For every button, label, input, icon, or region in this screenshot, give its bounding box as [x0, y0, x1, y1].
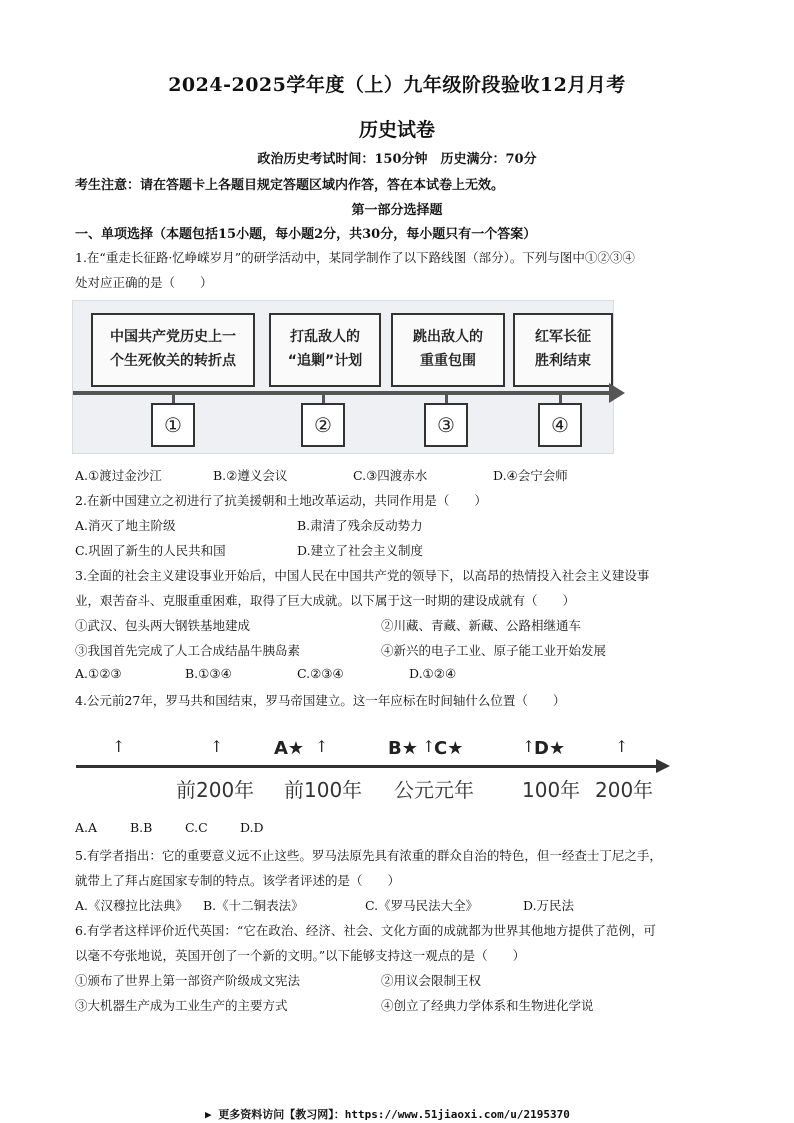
q1-stem-line: 1.在“重走长征路·忆峥嵘岁月”的研学活动中，某同学制作了以下路线图（部分）。下列与图中①②③④	[75, 250, 635, 265]
statement-item: ③大机器生产成为工业生产的主要方式	[75, 998, 288, 1013]
q5-options	[75, 896, 574, 914]
q2-stem-line: 2.在新中国建立之初进行了抗美援朝和土地改革运动，共同作用是（ ）	[75, 493, 487, 508]
timeline-tick: ↑	[422, 737, 436, 756]
q6-items	[75, 996, 594, 1014]
q6-items	[75, 971, 481, 989]
route-mark-1: ①	[151, 403, 195, 447]
option[interactable]: D.④会宁会师	[493, 468, 568, 483]
statement-item: ③我国首先完成了人工合成结晶牛胰岛素	[75, 643, 301, 658]
option[interactable]: C.《罗马民法大全》	[365, 898, 479, 913]
option[interactable]: A.①②③	[75, 666, 122, 681]
statement-item: ④创立了经典力学体系和生物进化学说	[381, 998, 594, 1013]
statement-item: ①武汉、包头两大钢铁基地建成	[75, 618, 251, 633]
route-stem	[172, 395, 175, 403]
route-mark-4: ④	[538, 403, 582, 447]
q2-options	[75, 516, 423, 534]
statement-item: ②用议会限制王权	[381, 973, 482, 988]
q4-stem-line: 4.公元前27年，罗马共和国结束，罗马帝国建立。这一年应标在时间轴什么位置（ ）	[75, 693, 566, 708]
q4-timeline-figure	[72, 724, 672, 814]
route-axis	[73, 391, 618, 395]
option[interactable]: A.①渡过金沙江	[75, 468, 162, 483]
q6-stem-line: 以毫不夸张地说，英国开创了一个新的文明。”以下能够支持这一观点的是（ ）	[75, 948, 526, 963]
route-box: 跳出敌人的 重重包围	[391, 313, 505, 387]
timeline-label: 公元元年	[394, 778, 474, 802]
q1-route-figure	[72, 300, 614, 454]
option[interactable]: D.D	[240, 820, 264, 835]
option[interactable]: A.《汉穆拉比法典》	[75, 898, 189, 913]
exam-info: 政治历史考试时间：150分钟 历史满分：70分	[257, 152, 537, 167]
q3-items	[75, 641, 606, 659]
q4-options	[75, 820, 264, 835]
route-box: 红军长征 胜利结束	[513, 313, 613, 387]
q5-stem-line: 就带上了拜占庭国家专制的特点。该学者评述的是（ ）	[75, 873, 401, 888]
route-stem	[445, 395, 448, 403]
route-arrowhead	[609, 383, 625, 403]
q3-items	[75, 616, 581, 634]
timeline-tick: ↑	[210, 737, 224, 756]
timeline-tick: ↑	[522, 737, 536, 756]
option[interactable]: A.A	[75, 820, 98, 835]
option[interactable]: C.巩固了新生的人民共和国	[75, 543, 226, 558]
option[interactable]: D.万民法	[523, 898, 575, 913]
route-mark-2: ②	[301, 403, 345, 447]
part-title: 第一部分选择题	[351, 203, 443, 218]
statement-item: ①颁布了世界上第一部资产阶级成文宪法	[75, 973, 301, 988]
route-stem	[322, 395, 325, 403]
option[interactable]: B.①③④	[185, 666, 232, 681]
q3-options	[75, 666, 456, 681]
option[interactable]: C.②③④	[297, 666, 344, 681]
timeline-label: 前200年	[176, 778, 255, 802]
timeline-tick: ↑	[615, 737, 629, 756]
option[interactable]: B.②遵义会议	[213, 468, 288, 483]
option[interactable]: A.消灭了地主阶级	[75, 518, 176, 533]
exam-notice: 考生注意：请在答题卡上各题目规定答题区域内作答，答在本试卷上无效。	[75, 178, 505, 193]
route-box: 打乱敌人的 “追剿”计划	[269, 313, 381, 387]
q5-stem-line: 5.有学者指出：它的重要意义远不止这些。罗马法原先具有浓重的群众自治的特色，但一经查士丁尼之手，	[75, 848, 662, 863]
q2-options	[75, 541, 423, 559]
exam-title: 2024-2025学年度（上）九年级阶段验收12月月考	[168, 74, 626, 96]
option[interactable]: C.③四渡赤水	[353, 468, 428, 483]
timeline-star-c: C★	[434, 738, 464, 759]
timeline-axis	[76, 765, 660, 768]
timeline-label: 100年	[522, 778, 581, 802]
option[interactable]: B.B	[130, 820, 153, 835]
q1-options	[75, 466, 568, 484]
q3-stem-line: 业，艰苦奋斗、克服重重困难，取得了巨大成就。以下属于这一时期的建设成就有（ ）	[75, 593, 576, 608]
statement-item: ②川藏、青藏、新藏、公路相继通车	[381, 618, 582, 633]
route-stem	[559, 395, 562, 403]
timeline-star-b: B★	[388, 738, 418, 759]
timeline-tick: ↑	[112, 737, 126, 756]
footer-link[interactable]: ▶ 更多资料访问【教习网】：https://www.51jiaoxi.com/u/2195370	[205, 1108, 570, 1121]
option[interactable]: B.肃清了残余反动势力	[297, 518, 423, 533]
timeline-star-a: A★	[274, 738, 305, 759]
q1-stem-line: 处对应正确的是（ ）	[75, 275, 213, 290]
q6-stem-line: 6.有学者这样评价近代英国：“它在政治、经济、社会、文化方面的成就都为世界其他地方提供了范例，可	[75, 923, 656, 938]
timeline-label: 前100年	[284, 778, 363, 802]
statement-item: ④新兴的电子工业、原子能工业开始发展	[381, 643, 607, 658]
option[interactable]: D.①②④	[409, 666, 457, 681]
option[interactable]: C.C	[185, 820, 208, 835]
timeline-star-d: D★	[534, 738, 566, 759]
q3-stem-line: 3.全面的社会主义建设事业开始后，中国人民在中国共产党的领导下，以高昂的热情投入社会主义建设事	[75, 568, 650, 583]
route-box: 中国共产党历史上一 个生死攸关的转折点	[91, 313, 255, 387]
timeline-arrowhead	[656, 759, 670, 773]
section-title: 一、单项选择（本题包括15小题，每小题2分，共30分，每小题只有一个答案）	[75, 227, 537, 242]
option[interactable]: B.《十二铜表法》	[203, 898, 304, 913]
exam-subtitle: 历史试卷	[358, 119, 435, 141]
timeline-label: 200年	[595, 778, 654, 802]
option[interactable]: D.建立了社会主义制度	[297, 543, 424, 558]
route-mark-3: ③	[424, 403, 468, 447]
timeline-tick: ↑	[315, 737, 329, 756]
